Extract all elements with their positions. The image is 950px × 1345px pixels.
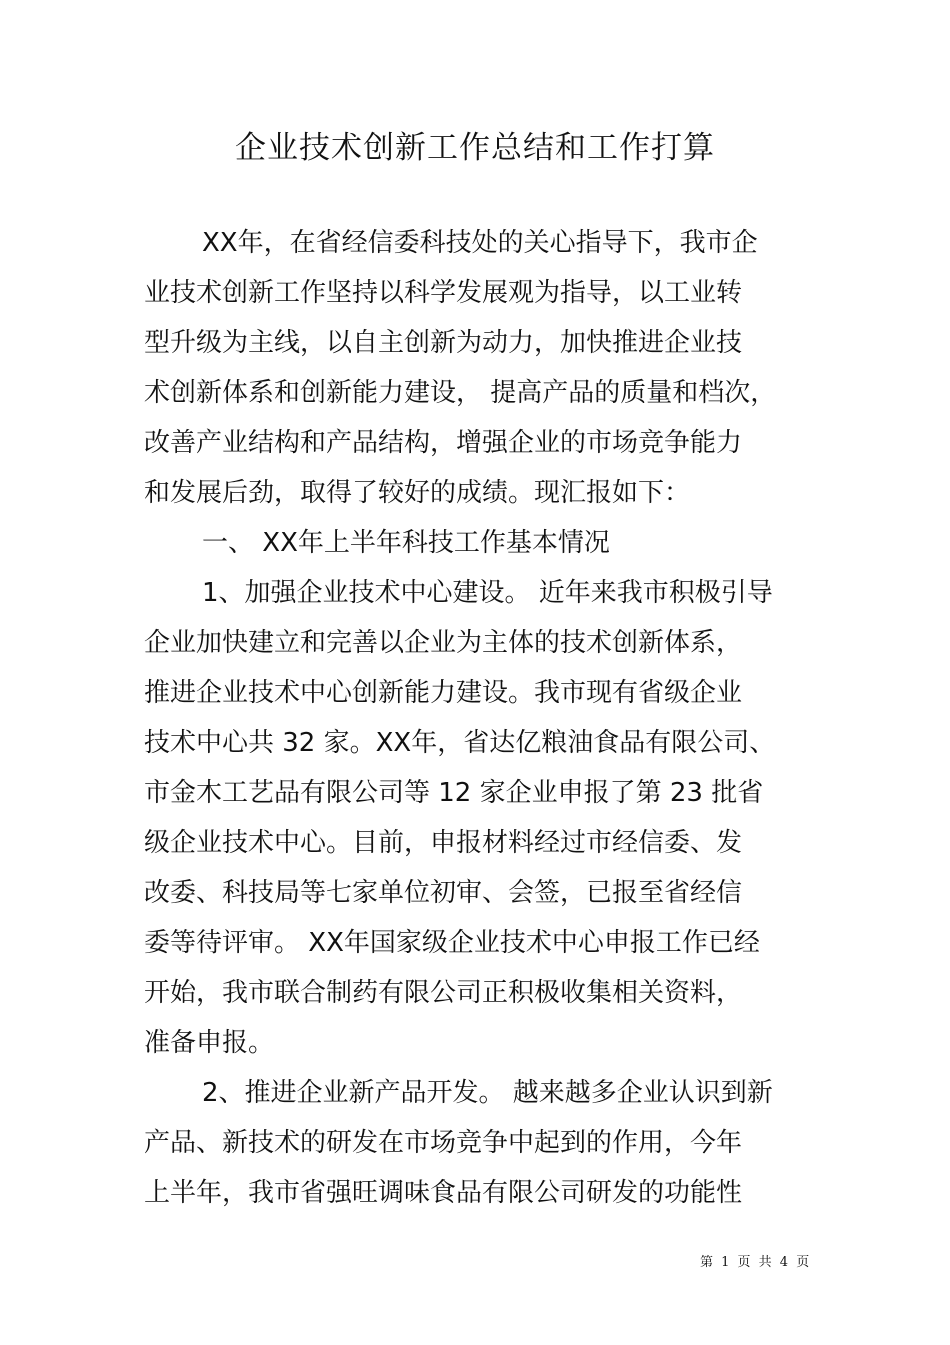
paragraph-line: 委等待评审。 XX年国家级企业技术中心申报工作已经 <box>144 928 760 958</box>
paragraph-line: 开始，我市联合制药有限公司正积极收集相关资料， <box>144 978 743 1008</box>
document-title: 企业技术创新工作总结和工作打算 <box>235 130 715 166</box>
paragraph-line: 产品、新技术的研发在市场竞争中起到的作用，今年 <box>144 1128 743 1158</box>
paragraph-line: 级企业技术中心。目前，申报材料经过市经信委、发 <box>144 828 743 858</box>
paragraph-line: 改委、科技局等七家单位初审、会签，已报至省经信 <box>144 878 743 908</box>
paragraph-line: 业技术创新工作坚持以科学发展观为指导，以工业转 <box>144 278 743 308</box>
paragraph-line: 市金木工艺品有限公司等 12 家企业申报了第 23 批省 <box>144 778 764 808</box>
paragraph-line: 2、推进企业新产品开发。 越来越多企业认识到新 <box>202 1078 773 1108</box>
page-number-footer: 第 1 页 共 4 页 <box>700 1255 810 1270</box>
paragraph-line: 和发展后劲，取得了较好的成绩。现汇报如下： <box>144 478 691 508</box>
section-heading: 一、 XX年上半年科技工作基本情况 <box>202 528 610 558</box>
paragraph-line: 推进企业技术中心创新能力建设。我市现有省级企业 <box>144 678 743 708</box>
paragraph-line: 企业加快建立和完善以企业为主体的技术创新体系， <box>144 628 743 658</box>
paragraph-line: 技术中心共 32 家。XX年，省达亿粮油食品有限公司、 <box>144 728 776 758</box>
paragraph-line: 型升级为主线，以自主创新为动力，加快推进企业技 <box>144 328 743 358</box>
paragraph-line: XX年，在省经信委科技处的关心指导下，我市企 <box>202 228 758 258</box>
paragraph-line: 准备申报。 <box>144 1028 275 1058</box>
paragraph-line: 1、加强企业技术中心建设。 近年来我市积极引导 <box>202 578 773 608</box>
paragraph-line: 上半年，我市省强旺调味食品有限公司研发的功能性 <box>144 1178 743 1208</box>
paragraph-line: 术创新体系和创新能力建设， 提高产品的质量和档次， <box>144 378 777 408</box>
paragraph-line: 改善产业结构和产品结构，增强企业的市场竞争能力 <box>144 428 743 458</box>
